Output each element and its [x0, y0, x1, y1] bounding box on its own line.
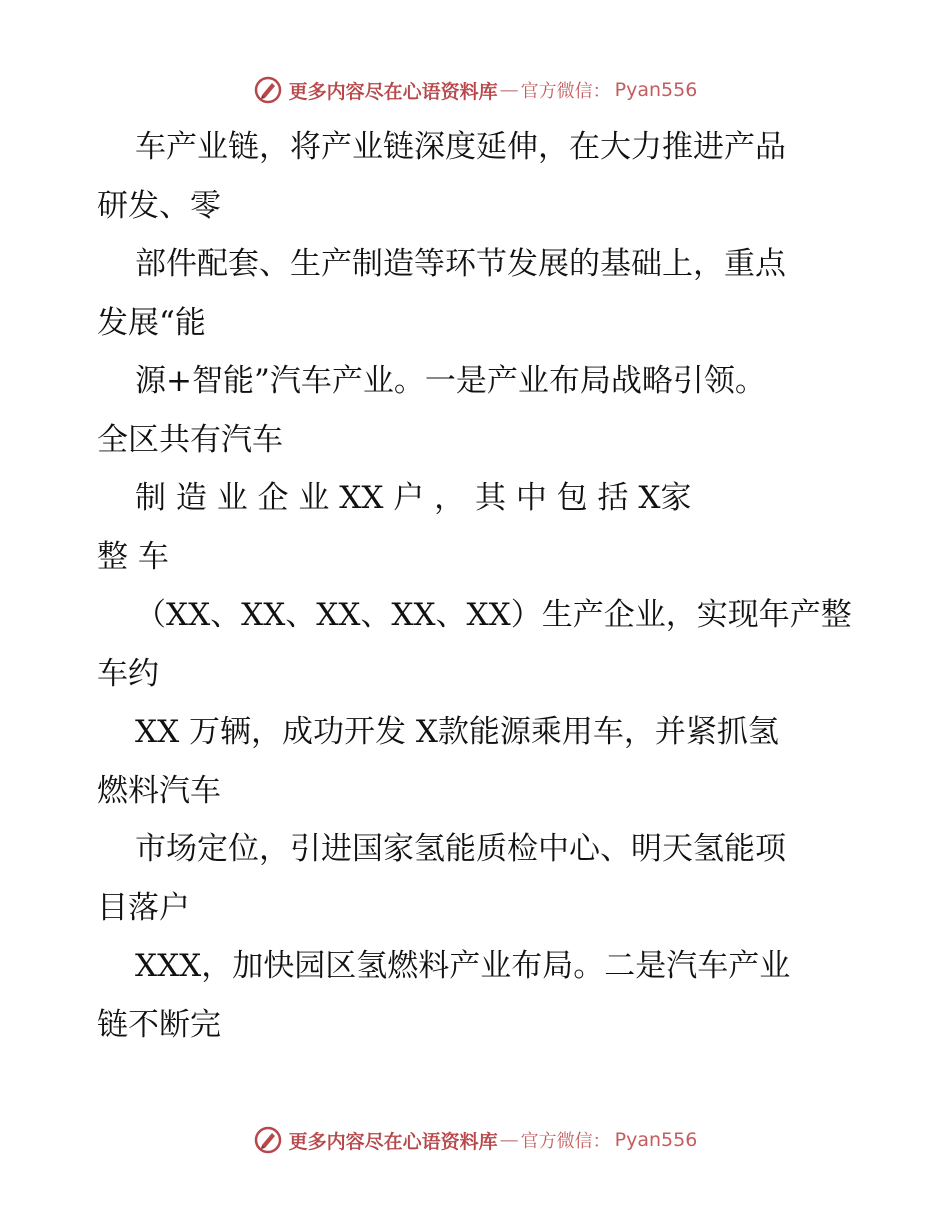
body-line: 链不断完: [97, 1006, 221, 1043]
body-line: 源+智能”汽车产业。一是产业布局战略引领。: [135, 363, 766, 399]
body-line: 全区共有汽车: [97, 421, 283, 458]
watermark-brand: 更多内容尽在心语资料库: [288, 1130, 498, 1153]
body-line: 目落户: [97, 889, 190, 926]
body-line: 制 造 业 企 业 XX 户 ， 其 中 包 括 X家: [135, 480, 692, 516]
body-line: 燃料汽车: [97, 772, 221, 809]
body-line: 市场定位，引进国家氢能质检中心、明天氢能项: [135, 831, 786, 867]
body-line: 发展“能: [97, 304, 206, 341]
pen-logo-icon: [253, 1125, 283, 1155]
watermark-dash: —: [499, 1129, 519, 1151]
watermark-dash: —: [499, 79, 519, 101]
body-line: 车产业链，将产业链深度延伸，在大力推进产品: [135, 129, 786, 165]
watermark-wechat-id: Pyan556: [614, 1129, 698, 1151]
body-line: 部件配套、生产制造等环节发展的基础上，重点: [135, 246, 786, 282]
watermark-brand: 更多内容尽在心语资料库: [288, 80, 498, 103]
body-line: XX 万辆，成功开发 X款能源乘用车，并紧抓氢: [135, 714, 779, 750]
footer-watermark: [0, 1120, 950, 1160]
pen-logo-icon: [253, 75, 283, 105]
body-line: 车约: [97, 655, 159, 692]
body-line: 研发、零: [97, 187, 221, 224]
document-body: [97, 118, 857, 1054]
watermark-label: 官方微信：: [520, 1131, 611, 1152]
body-line: 整 车: [97, 538, 169, 575]
watermark-wechat-id: Pyan556: [614, 79, 698, 101]
watermark-label: 官方微信：: [520, 81, 611, 102]
body-line: XXX，加快园区氢燃料产业布局。二是汽车产业: [135, 948, 791, 984]
header-watermark: [0, 70, 950, 110]
body-line: （XX、XX、XX、XX、XX）生产企业，实现年产整: [135, 597, 852, 633]
